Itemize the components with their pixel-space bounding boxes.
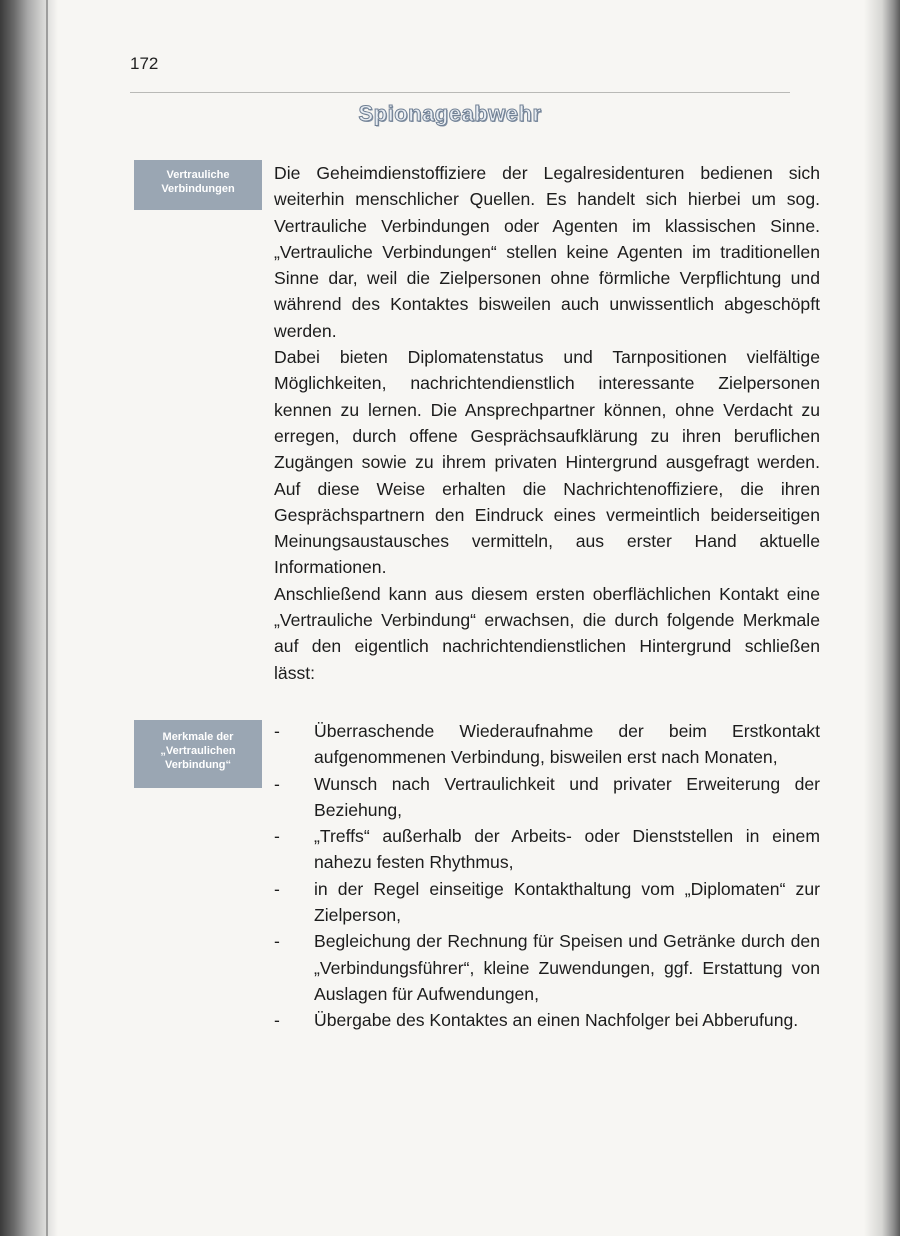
- margin-label-line: Merkmale der: [162, 731, 234, 743]
- bullet-dash: -: [274, 1010, 280, 1031]
- list-item: [274, 823, 820, 876]
- running-title: Spionageabwehr: [358, 101, 542, 126]
- margin-label-line: Verbindung“: [165, 759, 231, 771]
- margin-label-line: Vertrauliche: [166, 169, 230, 181]
- margin-label-vertrauliche-verbindungen: [134, 160, 262, 210]
- body-text: [274, 160, 820, 686]
- bullet-dash: -: [274, 773, 280, 794]
- page-right-edge-shadow: [864, 0, 900, 1236]
- list-item: [274, 928, 820, 1007]
- margin-label-line: Verbindungen: [161, 183, 235, 195]
- list-item: [274, 1007, 820, 1033]
- bullet-dash: -: [274, 931, 280, 952]
- book-spine-edge: [46, 0, 48, 1236]
- list-item-text: Überraschende Wiederaufnahme der beim Erstkontakt aufgenommenen Verbindung, bisweilen erst nach Monaten,: [314, 721, 820, 768]
- bullet-dash: -: [274, 721, 280, 741]
- margin-label-merkmale: [134, 720, 262, 788]
- page-number: 172: [130, 54, 159, 73]
- list-item: [274, 771, 820, 824]
- list-item-text: Wunsch nach Vertraulichkeit und privater Erweiterung der Beziehung,: [314, 773, 820, 820]
- paragraph: Anschließend kann aus diesem ersten oberflächlichen Kontakt eine „Vertrauliche Verbindung“ erwachsen, die durch folgende Merkmale auf den eigentlich nachrichtendienstlichen Hintergrund schließen lässt:: [274, 583, 820, 683]
- list-item-text: Übergabe des Kontaktes an einen Nachfolger bei Abberufung.: [314, 1010, 799, 1031]
- list-item-text: „Treffs“ außerhalb der Arbeits- oder Dienststellen in einem nahezu festen Rhythmus,: [314, 826, 820, 873]
- list-item-text: Begleichung der Rechnung für Speisen und Getränke durch den „Verbindungsführer“, kleine Zuwendungen, ggf. Erstattung von Auslagen für Aufwendungen,: [314, 931, 820, 1004]
- paragraph: Dabei bieten Diplomatenstatus und Tarnpositionen vielfältige Möglichkeiten, nachrichtendienstlich interessante Zielpersonen kennen zu lernen. Die Ansprechpartner können, ohne Verdacht zu erregen, durch offene Gesprächsaufklärung zu ihren beruflichen Zugängen sowie zu ihrem privaten Hintergrund ausgefragt werden. Auf diese Weise erhalten die Nachrichtenoffiziere, die ihren Gesprächspartnern den Eindruck eines vermeintlich beiderseitigen Meinungsaustausches vermitteln, aus erster Hand aktuelle Informationen.: [274, 347, 820, 578]
- header-rule: [130, 92, 790, 93]
- book-spine-shadow: [0, 0, 58, 1236]
- list-item: [274, 876, 820, 929]
- bullet-dash: -: [274, 878, 280, 899]
- bullet-dash: -: [274, 826, 280, 847]
- margin-label-line: „Vertraulichen: [160, 745, 236, 757]
- list-item-text: in der Regel einseitige Kontakthaltung vom „Diplomaten“ zur Zielperson,: [314, 878, 820, 926]
- list-item: [274, 718, 820, 771]
- paragraph: Die Geheimdienstoffiziere der Legalresidenturen bedienen sich weiterhin menschlicher Quellen. Es handelt sich hierbei um sog. Vertrauliche Verbindungen oder Agenten im klassischen Sinne. „Vertrauliche Verbindungen“ stellen keine Agenten im traditionellen Sinne dar, weil die Zielpersonen ohne förmliche Verpflichtung und während des Kontaktes bisweilen auch unwissentlich abgeschöpft werden.: [274, 163, 820, 341]
- merkmale-list: [274, 718, 820, 1034]
